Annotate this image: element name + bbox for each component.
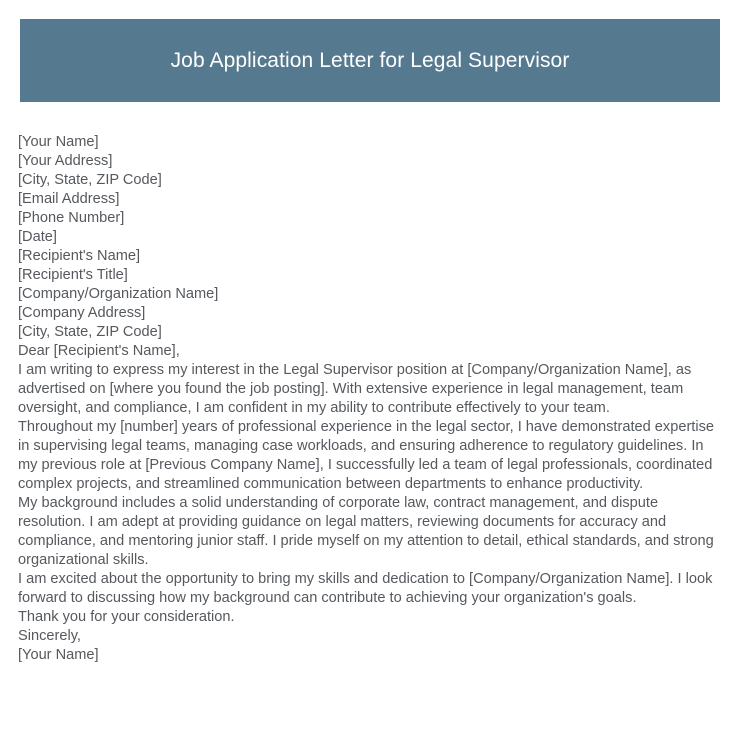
recipient-line-city: [City, State, ZIP Code]	[18, 324, 162, 340]
signature-line: [Your Name]	[18, 647, 99, 663]
sender-line-email: [Email Address]	[18, 191, 120, 207]
letter-paragraph-3: My background includes a solid understanding of corporate law, contract management, and dispute resolution. I am adept at providing guidance on legal matters, reviewing documents for accuracy and compliance, and mentoring junior staff. I pride myself on my attention to detail, ethical standards, and strong organizational skills.	[18, 495, 714, 568]
page-title: Job Application Letter for Legal Supervisor	[170, 48, 570, 72]
closing-line: Sincerely,	[18, 628, 81, 644]
recipient-line-address: [Company Address]	[18, 305, 146, 321]
sender-line-name: [Your Name]	[18, 134, 99, 150]
letter-paragraph-4: I am excited about the opportunity to bring my skills and dedication to [Company/Organization Name]. I look forward to discussing how my background can contribute to achieving your organization's goals.	[18, 571, 713, 606]
letter-paragraph-1: I am writing to express my interest in the Legal Supervisor position at [Company/Organization Name], as advertised on [where you found the job posting]. With extensive experience in legal management, team oversight, and compliance, I am confident in my ability to contribute effectively to your team.	[18, 362, 692, 416]
letter-body	[18, 133, 726, 665]
sender-address-block	[18, 133, 726, 247]
sender-line-date: [Date]	[18, 229, 57, 245]
recipient-line-company: [Company/Organization Name]	[18, 286, 219, 302]
sender-line-phone: [Phone Number]	[18, 210, 125, 226]
document-header-banner	[20, 19, 720, 102]
recipient-line-name: [Recipient's Name]	[18, 248, 141, 264]
letter-paragraph-2: Throughout my [number] years of professional experience in the legal sector, I have demonstrated expertise in supervising legal teams, managing case workloads, and ensuring adherence to regulatory guidelines. In my previous role at [Previous Company Name], I successfully led a team of legal professionals, coordinated complex projects, and streamlined communication between departments to enhance productivity.	[18, 419, 715, 492]
recipient-address-block	[18, 247, 726, 342]
salutation: Dear [Recipient's Name],	[18, 343, 180, 359]
thank-you-line: Thank you for your consideration.	[18, 609, 235, 625]
sender-line-city: [City, State, ZIP Code]	[18, 172, 162, 188]
recipient-line-title: [Recipient's Title]	[18, 267, 128, 283]
sender-line-address: [Your Address]	[18, 153, 113, 169]
